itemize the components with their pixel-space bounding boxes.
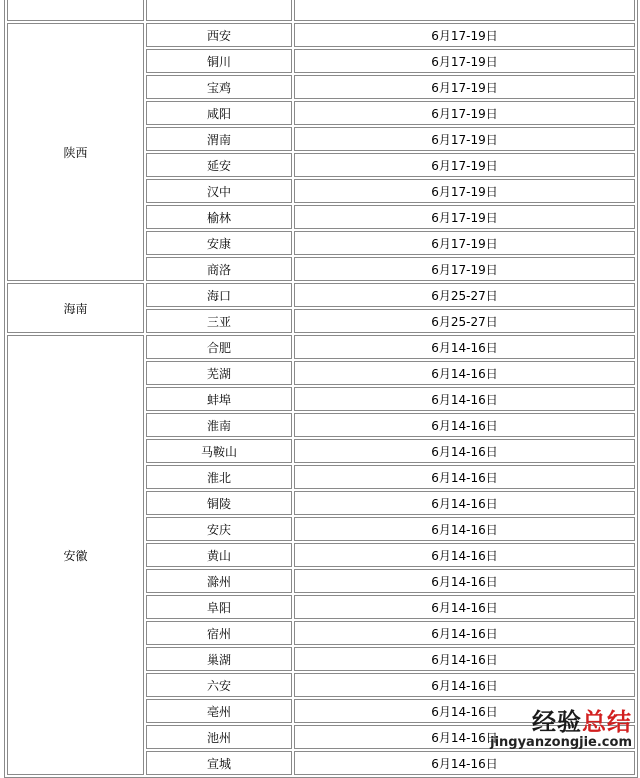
date-cell: 6月17-19日 (294, 75, 635, 99)
watermark-brand-part1: 经验 (532, 708, 582, 736)
date-cell: 6月14-16日 (294, 699, 635, 723)
province-cell: 陕西 (7, 23, 144, 281)
city-cell: 三亚 (146, 309, 292, 333)
date-cell: 6月14-16日 (294, 335, 635, 359)
date-cell: 6月17-19日 (294, 153, 635, 177)
city-cell: 合肥 (146, 335, 292, 359)
city-cell: 宣城 (146, 751, 292, 775)
table-row (7, 23, 635, 47)
date-cell: 6月17-19日 (294, 49, 635, 73)
city-cell: 商洛 (146, 257, 292, 281)
city-cell: 宿州 (146, 621, 292, 645)
table-row (7, 335, 635, 359)
city-cell: 六安 (146, 673, 292, 697)
province-cell (7, 0, 144, 21)
city-cell: 芜湖 (146, 361, 292, 385)
city-cell: 汉中 (146, 179, 292, 203)
city-cell: 渭南 (146, 127, 292, 151)
city-cell: 铜川 (146, 49, 292, 73)
date-cell: 6月17-19日 (294, 231, 635, 255)
date-cell: 6月14-16日 (294, 543, 635, 567)
table-row (7, 0, 635, 21)
date-cell: 6月14-16日 (294, 595, 635, 619)
date-cell: 6月25-27日 (294, 309, 635, 333)
date-cell: 6月14-16日 (294, 621, 635, 645)
schedule-table (4, 0, 638, 778)
table-row (7, 283, 635, 307)
city-cell: 淮北 (146, 465, 292, 489)
city-cell (146, 0, 292, 21)
date-cell: 6月17-19日 (294, 127, 635, 151)
city-cell: 黄山 (146, 543, 292, 567)
date-cell: 6月14-16日 (294, 361, 635, 385)
city-cell: 马鞍山 (146, 439, 292, 463)
date-cell: 6月17-19日 (294, 23, 635, 47)
watermark-brand (490, 710, 632, 734)
city-cell: 延安 (146, 153, 292, 177)
province-cell: 海南 (7, 283, 144, 333)
city-cell: 安康 (146, 231, 292, 255)
date-cell: 6月17-19日 (294, 179, 635, 203)
date-cell: 6月17-19日 (294, 257, 635, 281)
date-cell: 6月14-16日 (294, 751, 635, 775)
city-cell: 淮南 (146, 413, 292, 437)
city-cell: 池州 (146, 725, 292, 749)
schedule-table-body (7, 0, 635, 775)
date-cell: 6月14-16日 (294, 647, 635, 671)
city-cell: 亳州 (146, 699, 292, 723)
city-cell: 安庆 (146, 517, 292, 541)
watermark-brand-part2: 总结 (582, 708, 632, 736)
date-cell: 6月14-16日 (294, 517, 635, 541)
date-cell: 6月17-19日 (294, 101, 635, 125)
date-cell: 6月14-16日 (294, 491, 635, 515)
city-cell: 宝鸡 (146, 75, 292, 99)
date-cell: 6月14-16日 (294, 387, 635, 411)
watermark-url: jingyanzongjie.com (490, 735, 632, 750)
date-cell: 6月17-19日 (294, 205, 635, 229)
date-cell: 6月14-16日 (294, 465, 635, 489)
city-cell: 铜陵 (146, 491, 292, 515)
city-cell: 西安 (146, 23, 292, 47)
watermark (490, 710, 632, 749)
city-cell: 巢湖 (146, 647, 292, 671)
date-cell (294, 0, 635, 21)
date-cell: 6月14-16日 (294, 413, 635, 437)
city-cell: 榆林 (146, 205, 292, 229)
city-cell: 滁州 (146, 569, 292, 593)
province-cell: 安徽 (7, 335, 144, 775)
date-cell: 6月14-16日 (294, 569, 635, 593)
city-cell: 阜阳 (146, 595, 292, 619)
date-cell: 6月25-27日 (294, 283, 635, 307)
date-cell: 6月14-16日 (294, 673, 635, 697)
city-cell: 海口 (146, 283, 292, 307)
date-cell: 6月14-16日 (294, 439, 635, 463)
city-cell: 咸阳 (146, 101, 292, 125)
city-cell: 蚌埠 (146, 387, 292, 411)
date-cell: 6月14-16日 (294, 725, 635, 749)
